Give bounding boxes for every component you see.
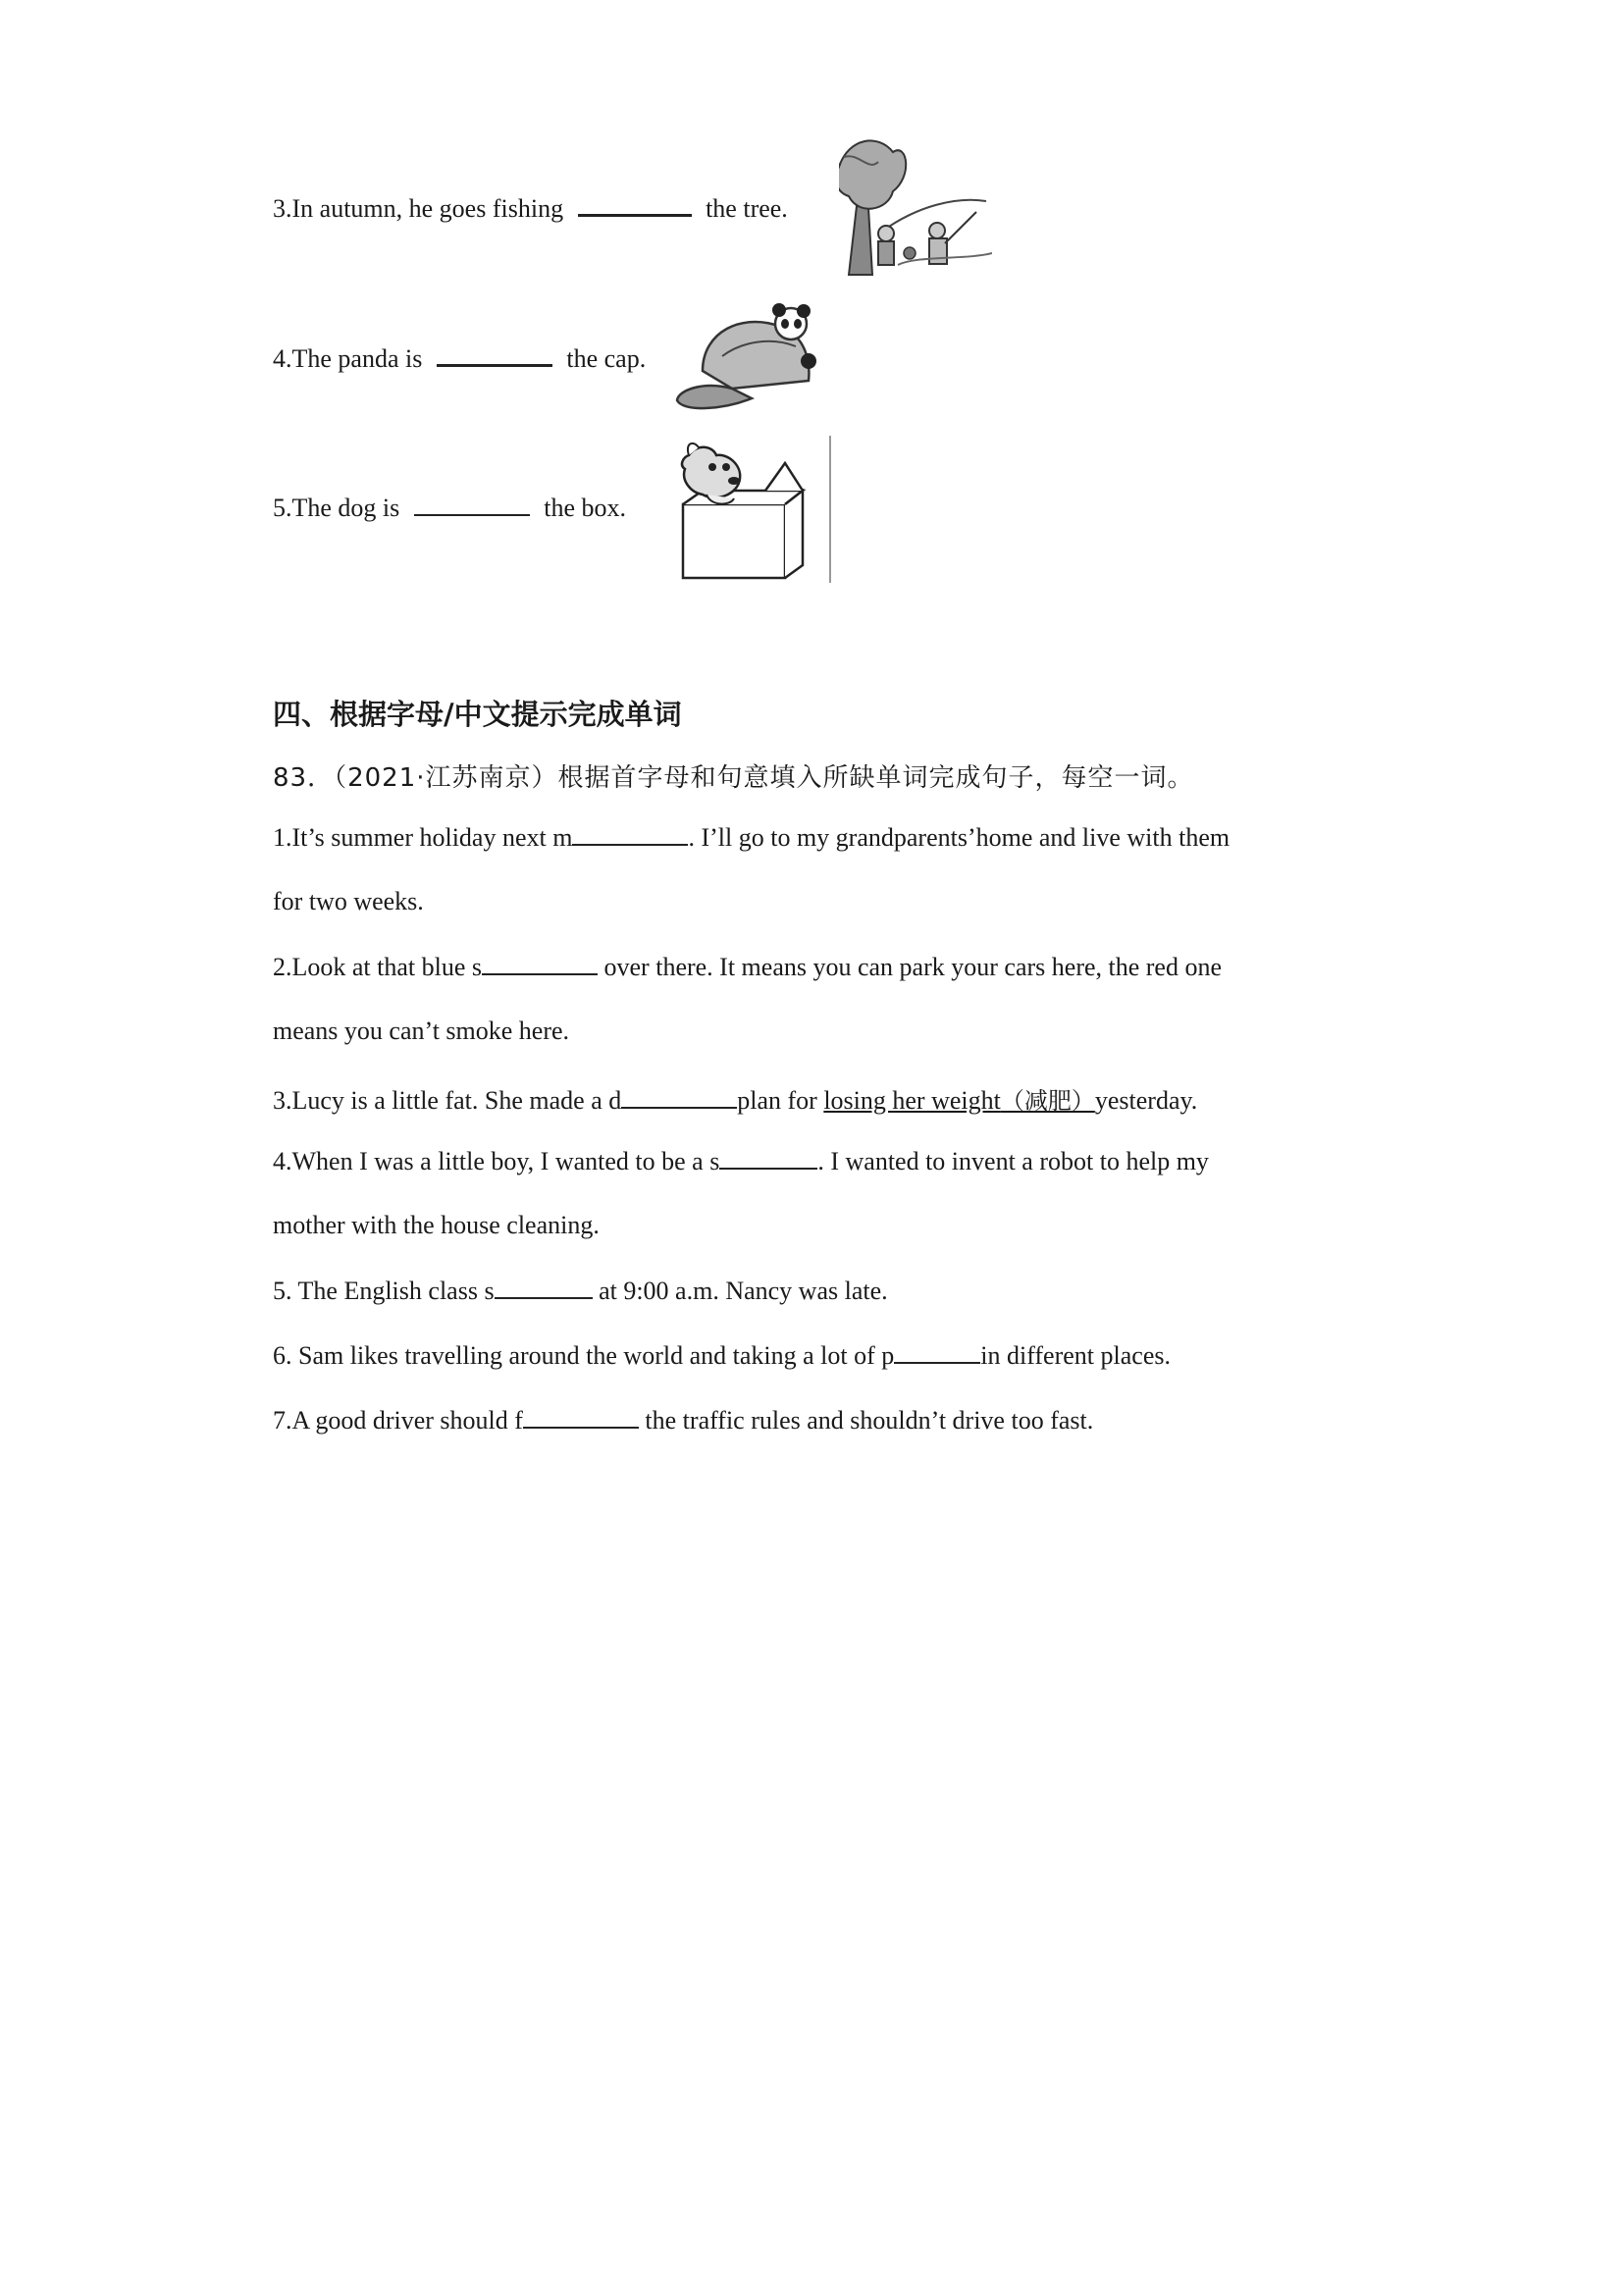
- chinese-hint: （减肥）: [1000, 1087, 1095, 1115]
- question-text: . I wanted to invent a robot to help my: [817, 1147, 1209, 1175]
- underlined-phrase: [823, 1086, 1095, 1115]
- question-text: 6. Sam likes travelling around the world and taking a lot of p: [273, 1341, 895, 1370]
- panda-on-cap-picture: [673, 302, 818, 418]
- item-number: 5.: [273, 494, 292, 522]
- question-text: in different places.: [980, 1341, 1171, 1370]
- answer-blank[interactable]: [495, 1276, 593, 1299]
- picture-item-4: [273, 342, 646, 374]
- item-text-after: the tree.: [706, 194, 788, 223]
- dog-in-box-picture: [648, 436, 836, 585]
- question-4-line-2: mother with the house cleaning.: [273, 1211, 600, 1239]
- item-text-after: the cap.: [566, 344, 647, 373]
- question-text: plan for: [737, 1086, 824, 1115]
- answer-blank[interactable]: [523, 1405, 639, 1429]
- answer-blank[interactable]: [719, 1146, 817, 1170]
- question-1-line-1: [273, 822, 1230, 853]
- question-intro: 83．（2021·江苏南京）根据首字母和句意填入所缺单词完成句子，每空一词。: [273, 763, 1194, 793]
- question-text: at 9:00 a.m. Nancy was late.: [592, 1277, 888, 1305]
- question-text: 3.Lucy is a little fat. She made a d: [273, 1086, 622, 1115]
- underlined-text: losing her weight: [823, 1086, 1001, 1115]
- fishing-under-tree-picture: [839, 137, 992, 277]
- question-text: 4.When I was a little boy, I wanted to be a s: [273, 1147, 720, 1175]
- question-2-line-1: [273, 952, 1222, 982]
- question-text: yesterday.: [1094, 1086, 1198, 1115]
- answer-blank[interactable]: [572, 822, 688, 846]
- question-text: 7.A good driver should f: [273, 1406, 523, 1435]
- question-text: 5. The English class s: [273, 1277, 495, 1305]
- answer-blank[interactable]: [894, 1340, 980, 1364]
- question-text: . I’ll go to my grandparents’home and live with them: [688, 823, 1230, 852]
- picture-item-5: [273, 493, 626, 523]
- item-text-before: In autumn, he goes fishing: [291, 194, 564, 223]
- item-number: 4.: [273, 344, 292, 373]
- question-4-line-1: [273, 1146, 1209, 1176]
- question-6-line: [273, 1340, 1171, 1371]
- section-heading: 四、根据字母/中文提示完成单词: [273, 698, 682, 731]
- picture-item-3: [273, 192, 788, 224]
- question-text: over there. It means you can park your cars here, the red one: [598, 953, 1223, 981]
- item-text-after: the box.: [544, 494, 627, 522]
- question-2-line-2: means you can’t smoke here.: [273, 1017, 570, 1045]
- question-text: 1.It’s summer holiday next m: [273, 823, 573, 852]
- answer-blank[interactable]: [414, 493, 530, 516]
- answer-blank[interactable]: [437, 342, 552, 367]
- item-text-before: The panda is: [291, 344, 423, 373]
- question-text: 2.Look at that blue s: [273, 953, 483, 981]
- question-7-line: [273, 1405, 1093, 1435]
- question-text: the traffic rules and shouldn’t drive too fast.: [638, 1406, 1094, 1435]
- answer-blank[interactable]: [578, 192, 692, 217]
- item-number: 3.: [273, 194, 292, 223]
- answer-blank[interactable]: [621, 1085, 737, 1109]
- item-text-before: The dog is: [291, 494, 400, 522]
- question-5-line: [273, 1276, 888, 1306]
- answer-blank[interactable]: [482, 952, 598, 975]
- question-1-line-2: for two weeks.: [273, 887, 424, 915]
- question-3-line: [273, 1081, 1197, 1116]
